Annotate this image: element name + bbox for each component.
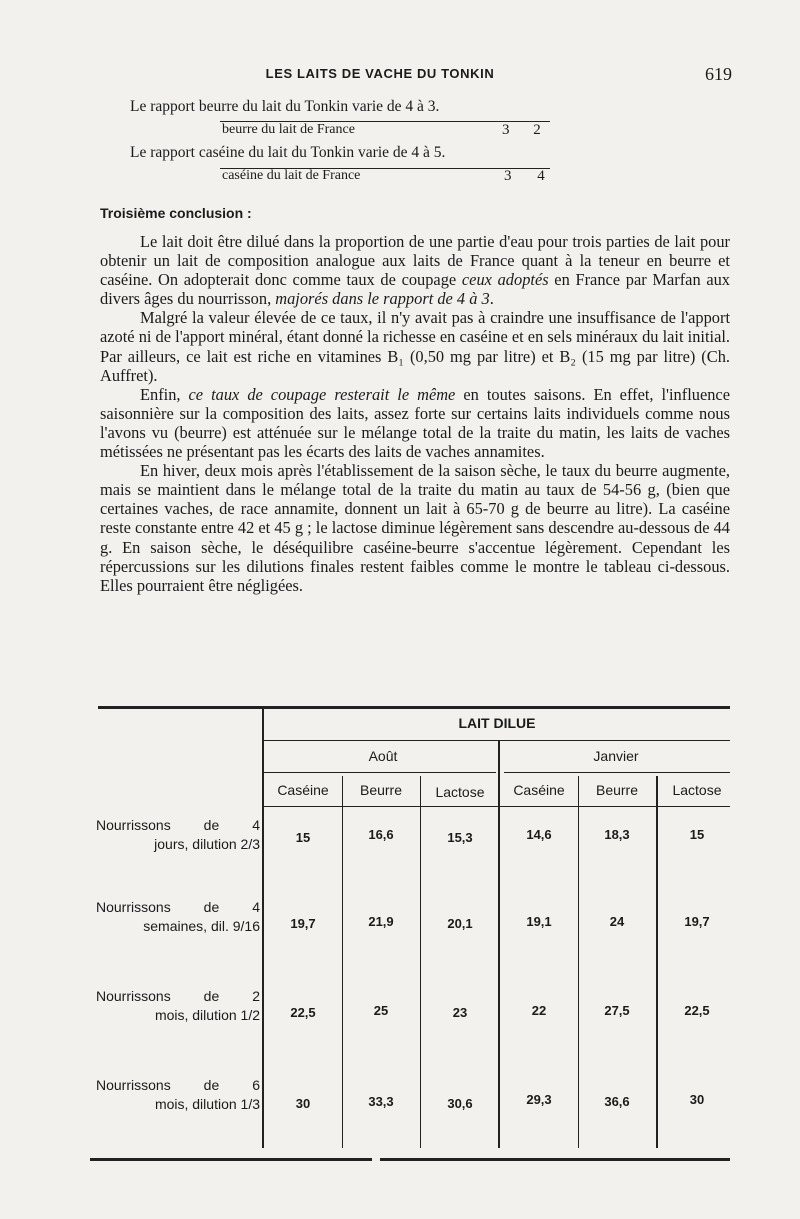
col-header-beurre: Beurre: [595, 782, 639, 798]
paragraph: [100, 461, 730, 595]
row-label-line: Nourrissons de 4: [96, 899, 260, 915]
running-head: [100, 64, 732, 86]
header-rule: [264, 806, 498, 807]
table-top-rule: [98, 706, 730, 709]
table-cell: 15: [295, 830, 311, 845]
body-text: [100, 232, 730, 595]
table-cell: 30,6: [447, 1096, 473, 1111]
table-cell: 19,7: [290, 916, 316, 931]
table-cell: 22: [531, 1003, 547, 1018]
col-header-beurre: Beurre: [359, 782, 403, 798]
text-run: Enfin,: [140, 384, 189, 404]
table-cell: 21,9: [368, 914, 394, 929]
italic-run: ceux adoptés: [461, 270, 549, 290]
table-cell: 25: [373, 1003, 389, 1018]
table-cell: 33,3: [368, 1094, 394, 1109]
row-label-line: jours, dilution 2/3: [154, 836, 260, 852]
table-cell: 36,6: [604, 1094, 630, 1109]
row-label: [96, 987, 260, 1025]
italic-run: ce taux de coupage resterait le même: [188, 384, 456, 404]
table-cell: 15: [689, 827, 705, 842]
table-cell: 29,3: [526, 1092, 552, 1107]
text-run: Le lait doit être dilué dans la proportion de une partie d'eau pour trois parties de lait pour obtenir un lait de composition analogue aux laits de France quant à la teneur en beurre et caséine. On adopterait donc comme taux de coupage: [100, 232, 730, 290]
italic-run: majorés dans le rapport de 4 à 3: [275, 289, 490, 309]
page-number: 619: [705, 64, 732, 84]
group-header-aout: Août: [368, 748, 398, 764]
text-run: En hiver, deux mois après l'établissement de la saison sèche, le taux du beurre augmente, mais se maintient dans le mélange total de la traite du matin au taux de 54-56 g, (bien que certaines vaches, de race annamite, donnent un lait à 65-70 g de beurre au litre). La caséine reste constante entre 42 et 45 g ; le lactose diminue légèrement sans descendre au-dessous de 44 g. En saison sèche, le déséquilibre caséine-beurre s'accentue légèrement. Cependant les répercussions sur les dilutions finales restent faibles comme le montre le tableau ci-dessous. Elles pourraient être négligées.: [100, 461, 730, 595]
table-cell: 30: [295, 1096, 311, 1111]
table-cell: 27,5: [604, 1003, 630, 1018]
header-rule: [500, 806, 730, 807]
ratio-values: [504, 168, 545, 185]
table-cell: 22,5: [684, 1003, 710, 1018]
dilution-table: [90, 706, 732, 1166]
text-run: en toutes saisons. En effet, l'influence saisonnière sur la composition des laits, assez forte sur certains laits individuels comme nous l'avons vu (beurre) est atténuée sur le mélange total de la traite du matin, les laits de vaches métissées ne présentant pas les écarts des laits de vaches annamites.: [100, 384, 730, 462]
table-cell: 14,6: [526, 827, 552, 842]
ratio-high-value: 2: [533, 122, 541, 138]
row-label-line: mois, dilution 1/2: [154, 1007, 260, 1023]
title-rule: [264, 740, 730, 741]
row-label-line: mois, dilution 1/3: [154, 1096, 260, 1112]
ratio-low-value: 3: [504, 168, 512, 184]
table-cell: 19,1: [526, 914, 552, 929]
ratio-sentence: Le rapport caséine du lait du Tonkin varie de 4 à 5.: [130, 144, 446, 161]
row-label: [96, 816, 260, 854]
row-label: [96, 898, 260, 936]
ratio-low-value: 3: [502, 122, 510, 138]
table-cell: 24: [609, 914, 625, 929]
table-cell: 19,7: [684, 914, 710, 929]
paragraph: [100, 232, 730, 308]
ratio-values: [502, 122, 541, 139]
ratio-denominator: beurre du lait de France: [222, 122, 355, 137]
group-rule-janvier: [504, 772, 730, 773]
text-run: .: [489, 289, 494, 309]
ratio-sentence: Le rapport beurre du lait du Tonkin varie de 4 à 3.: [130, 98, 440, 115]
section-heading: Troisième conclusion :: [100, 205, 252, 221]
row-label-line: Nourrissons de 6: [96, 1077, 260, 1093]
group-divider: [498, 740, 500, 1148]
table-title: LAIT DILUE: [458, 715, 536, 731]
col-header-lactose: Lactose: [672, 782, 722, 798]
table-cell: 20,1: [447, 916, 473, 931]
row-label-line: Nourrissons de 4: [96, 817, 260, 833]
paragraph: [100, 385, 730, 461]
row-label-line: Nourrissons de 2: [96, 988, 260, 1004]
table-cell: 30: [689, 1092, 705, 1107]
ratio-high-value: 4: [537, 168, 545, 184]
table-bottom-rule: [90, 1158, 372, 1161]
row-label: [96, 1076, 260, 1114]
group-header-janvier: Janvier: [593, 748, 639, 764]
group-rule-aout: [264, 772, 496, 773]
table-cell: 22,5: [290, 1005, 316, 1020]
table-bottom-rule: [380, 1158, 730, 1161]
row-label-line: semaines, dil. 9/16: [143, 918, 260, 934]
running-title: LES LAITS DE VACHE DU TONKIN: [265, 66, 495, 81]
col-header-caseine: Caséine: [513, 782, 565, 798]
col-header-lactose: Lactose: [435, 784, 485, 800]
paragraph: [100, 308, 730, 384]
text-run: Malgré la valeur élevée de ce taux, il n'y avait pas à craindre une insuffisance de l'apport azoté ni de l'apport minéral, étant donné la richesse en caséine et en sels minéraux du lait initial. Par ailleurs, ce lait est riche en vitamines B₁ (0,50 mg par litre) et B₂ (15 mg par litre) (Ch. Auffret).: [100, 308, 730, 385]
table-cell: 23: [452, 1005, 468, 1020]
text-run: en France par Marfan aux divers âges du nourrisson,: [100, 270, 730, 309]
col-header-caseine: Caséine: [277, 782, 329, 798]
ratio-denominator: caséine du lait de France: [222, 168, 361, 183]
table-cell: 18,3: [604, 827, 630, 842]
table-cell: 15,3: [447, 830, 473, 845]
table-cell: 16,6: [368, 827, 394, 842]
